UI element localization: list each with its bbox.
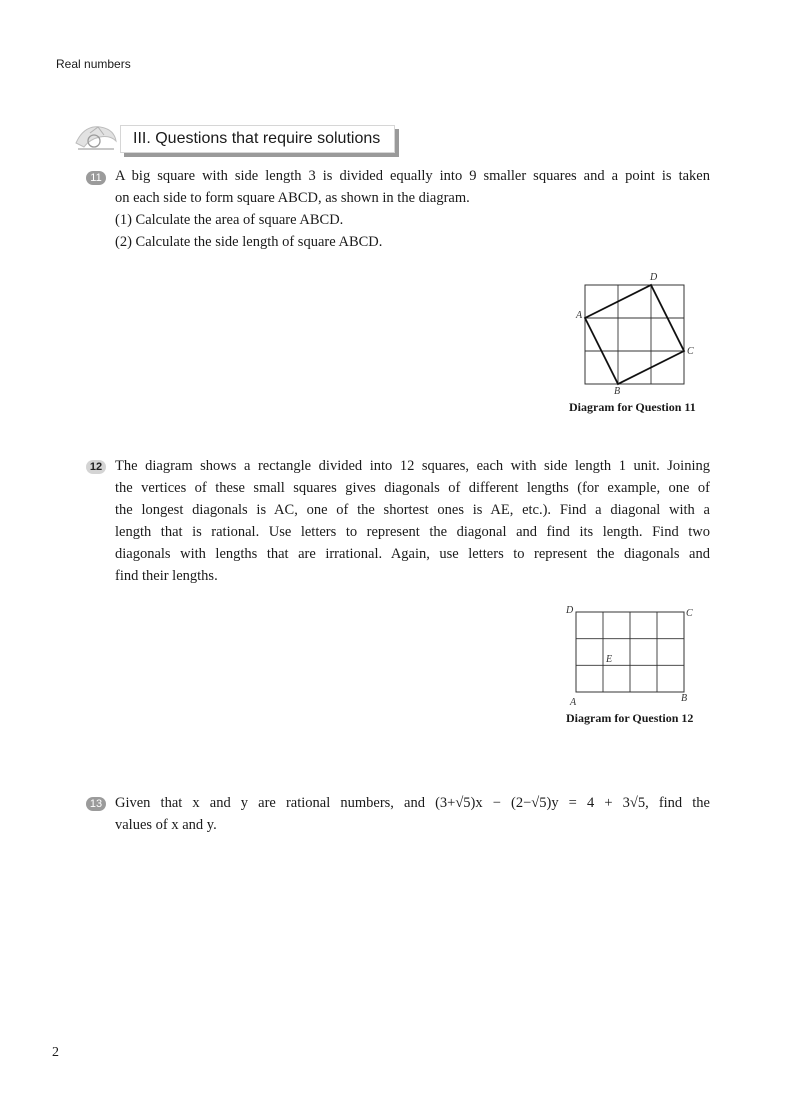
question-line: (1) Calculate the area of square ABCD. (115, 212, 344, 228)
point-label-e: E (606, 654, 613, 665)
vertex-label-c: C (687, 346, 694, 357)
question-number-badge: 13 (86, 797, 106, 811)
vertex-label-a: A (576, 310, 583, 321)
question-number-badge: 11 (86, 171, 106, 185)
question-13-text (115, 792, 710, 836)
vertex-label-b: B (614, 386, 621, 397)
page-number: 2 (52, 1045, 59, 1060)
running-head: Real numbers (56, 57, 131, 71)
vertex-label-b: B (681, 693, 688, 704)
question-line: find their lengths. (115, 568, 218, 584)
figure-caption-11: Diagram for Question 11 (569, 400, 696, 414)
question-line: Given that x and y are rational numbers, and (3+√5)x − (2−√5)y = 4 + 3√5, find the (115, 795, 710, 811)
vertex-label-d: D (566, 605, 574, 616)
question-line: A big square with side length 3 is divided equally into 9 smaller squares and a point is taken (115, 168, 710, 184)
question-line: (2) Calculate the side length of square ABCD. (115, 234, 383, 250)
section-title: III. Questions that require solutions (120, 125, 395, 153)
question-line: the longest diagonals is AC, one of the shortest ones is AE, etc.). Find a diagonal with a (115, 502, 710, 518)
question-11-text (115, 165, 710, 253)
question-12-text (115, 455, 710, 587)
figure-question-12 (560, 600, 710, 710)
question-line: length that is rational. Use letters to represent the diagonal and find its length. Find two (115, 524, 710, 540)
vertex-label-a: A (570, 697, 577, 708)
square-abcd (585, 285, 684, 384)
figure-question-11 (570, 270, 700, 400)
question-line: values of x and y. (115, 817, 217, 833)
vertex-label-c: C (686, 608, 693, 619)
grid-outline (585, 285, 684, 384)
question-number-badge: 12 (86, 460, 106, 474)
vertex-label-d: D (650, 272, 658, 283)
question-line: diagonals with lengths that are irrational. Again, use letters to represent the diagonals and (115, 546, 710, 562)
question-line: the vertices of these small squares gives diagonals of different lengths (for example, one of (115, 480, 710, 496)
question-line: on each side to form square ABCD, as shown in the diagram. (115, 190, 470, 206)
section-header (70, 115, 430, 161)
figure-caption-12: Diagram for Question 12 (566, 711, 694, 725)
question-line: The diagram shows a rectangle divided into 12 squares, each with side length 1 unit. Joining (115, 458, 710, 474)
